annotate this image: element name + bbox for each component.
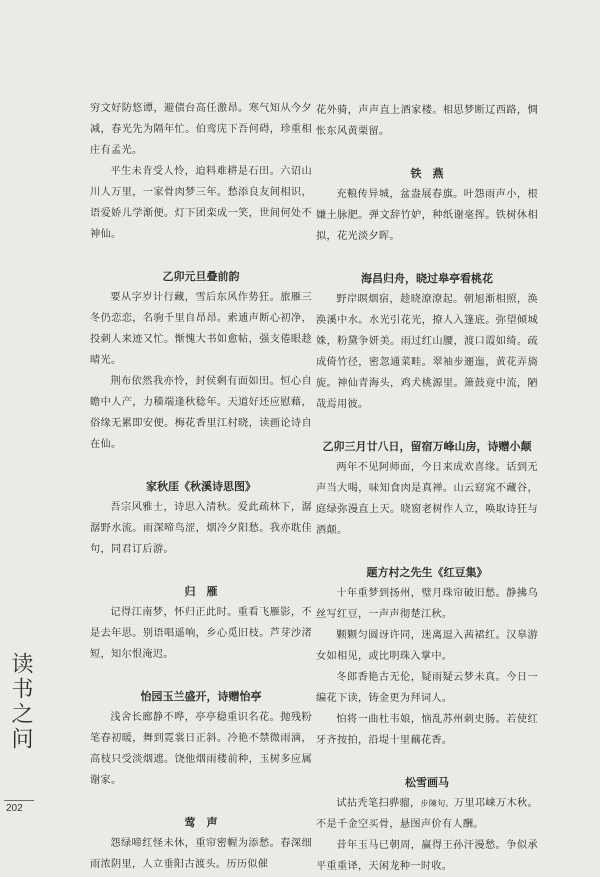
poem-title: 铁 燕: [410, 167, 444, 180]
poem-text: 怨绿啼红怪未休，重帘密幄为添愁。春深细雨浓阴里，人立垂阳古渡头。历历似催: [90, 838, 312, 870]
page-number-rule: [4, 800, 34, 801]
page-number: 202: [6, 803, 23, 814]
poem-title: 松雪画马: [405, 776, 449, 789]
poem-title: 乙卯元旦叠前韵: [162, 270, 240, 283]
inline-note: 步陳句。: [420, 799, 454, 808]
poem-text: 冬郎香艳古无伦，疑雨疑云梦未真。今日一编花下读，铸金更为拜词人。: [316, 672, 538, 704]
left-column: [90, 98, 312, 875]
poem-title: 归 雁: [184, 585, 218, 598]
poem-text: 十年重梦到扬州，璧月珠帘破旧愁。静拂乌丝写红豆，一声声彻楚江秋。: [316, 588, 538, 620]
poem-text: 浅舍长廊静不哗，亭亭稳重识名花。抛残粉笔春初暖，舞到霓裳日正斜。冷艳不禁微雨滴，高枝只受淡烟遮。饶他烟雨楼前种，玉树多应属谢家。: [90, 712, 312, 786]
poem-text: 记得江南梦，怀归正此时。重看飞雁影，不是去年思。别语唱遥响，乡心觅旧枝。芦芽沙渚短，知尔恨淹迟。: [90, 607, 312, 660]
poem-title: 海昌归舟，晓过皋亭看桃花: [361, 272, 493, 285]
poem-text-tail: 万里邛崃万木秋。不是千金空买骨，悬图声价有人酬。: [316, 798, 538, 830]
journal-logo: 读书之问: [8, 652, 33, 752]
poem-continued-text: 穷文好防悠谭，避债台高任激昂。寒气知从今夕减，春光先为隔年忙。伯鸾庑下吾何碍，珍重相庄有孟光。: [90, 103, 312, 156]
poem-title: 怡园玉兰盛开，诗赠怡亭: [140, 690, 262, 703]
poem-text-main: 试拈秃笔扫骅骝，: [336, 798, 421, 809]
poem-text: 野岸暝烟宿，趁晓潦潦起。朝旭渐相照，涣涣溪中水。水光引花光，撩人入篷底。弥望倾城姝，粉黛争妍美。雨过红山腰，渡口霞如绮。疏成倚竹径，密忽通菜畦。翠袖步逦迤，黄花弄旖旎。神仙青海头，鸡犬桃源里。箫鼓竟中流，陋哉焉用彼。: [316, 294, 538, 410]
poem-title: 题方村之先生《红豆集》: [366, 566, 488, 579]
poem-title: 家秋厓《秋溪诗思图》: [146, 480, 256, 493]
poem-title: 莺 声: [184, 816, 218, 829]
poem-text: 平生未肯受人怜，迫料难耕是石田。六诏山川人万里，一家骨肉梦三年。愁添良友间相识，语爱娇儿学渐便。灯下团栾成一笑，世间何处不神仙。: [90, 166, 312, 240]
poem-continued-text: 花外骑，声声直上酒家楼。相思梦断辽西路，惆怅东风黄栗留。: [316, 105, 538, 137]
poem-text: 吾宗风雅士，诗思入清秋。爱此疏林下，潺潺野水流。雨深啼鸟涩，烟冷夕阳愁。我亦耽佳句，同君订后游。: [90, 502, 312, 555]
poem-text: 充粮传异城，盆盎展春旗。叶怨雨声小，根嫌土脉肥。弹文辞竹妒，种纸谢毫挥。铁树休相拟，花光淡夕晖。: [316, 189, 538, 242]
poem-text: 两年不见阿师面，今日来成欢喜缘。话到无声当大喝，味知食肉是真禅。山云窈窕不藏谷，庭绿弥漫直上天。晓窗老树作人立，唤取诗狂与酒颠。: [316, 462, 538, 536]
poem-text: 昔年玉马已朝周，赢得王孙汗漫愁。争似承平重重译，天闲龙种一时收。: [316, 840, 538, 872]
poem-text: 荆布依然我亦怜，封侯剩有面如田。恒心自瞻中人产，力穑端逢秋稔年。天道好还应慰藉，俗缘无累即安便。梅花香里江村晓，读画论诗自在仙。: [90, 376, 312, 450]
poem-text: [316, 793, 538, 835]
poem-text: 要从字岁计行藏，雪后东风作势狂。旅雁三冬仍恋恋，名驹千里自昂昂。索逋声断心初净，投刺人来迹又忙。惭愧大书如愈帖，强支倦眼趁晴光。: [90, 292, 312, 366]
poem-title: 乙卯三月廿八日，留宿万峰山房，诗赠小颠: [322, 440, 532, 453]
poem-text: 怕将一曲杜韦娘，恼乱苏州刺史肠。若使红牙齐按拍，沿堤十里藕花香。: [316, 714, 538, 746]
right-column: [316, 100, 538, 877]
poem-text: 颗颗匀圆讶许同，迷离逗入茜裙红。汉皋游女如相见，或比明珠入掌中。: [316, 630, 538, 662]
